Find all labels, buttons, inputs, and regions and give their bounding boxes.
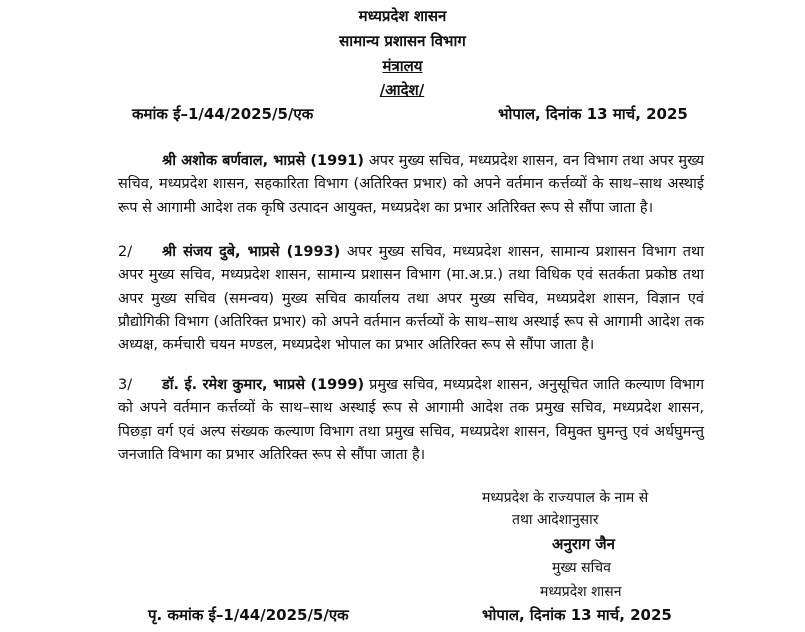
officer-name: श्री संजय दुबे, भाप्रसे (1993) — [162, 244, 341, 260]
endorsement-number: पृ. कमांक ई–1/44/2025/5/एक — [148, 606, 349, 624]
order-number: कमांक ई–1/44/2025/5/एक — [132, 105, 314, 123]
signature-line-1: मध्यप्रदेश के राज्यपाल के नाम से — [482, 490, 649, 506]
paragraph-text: प्रमुख सचिव, मध्यप्रदेश शासन, अनुसूचित जाति कल्याण विभाग को अपने वर्तमान कर्त्तव्यों के साथ–साथ अस्थाई रूप से आगामी आदेश तक प्रमुख सचिव, मध्यप्रदेश शासन, पिछड़ा वर्ग एवं अल्प संख्यक कल्याण विभाग तथा प्रमुख सचिव, मध्यप्रदेश शासन, विमुक्त घुमन्तु एवं अर्धघुमन्तु जनजाति विभाग का प्रभार अतिरिक्त रूप से सौंपा जाता है। — [118, 377, 704, 463]
paragraph-index: 3/ — [118, 377, 133, 393]
signatory-office: मध्यप्रदेश शासन — [540, 584, 622, 600]
paragraph-2 — [118, 241, 704, 357]
paragraph-text: अपर मुख्य सचिव, मध्यप्रदेश शासन, सामान्य प्रशासन विभाग तथा अपर मुख्य सचिव, मध्यप्रदेश शासन, सामान्य प्रशासन विभाग (मा.अ.प्र.) तथा विधिक एवं सतर्कता प्रकोष्ठ तथा अपर मुख्य सचिव (समन्वय) मुख्य सचिव कार्यालय तथा अपर मुख्य सचिव, मध्यप्रदेश शासन, विज्ञान एवं प्रौद्योगिकी विभाग (अतिरिक्त प्रभार) को अपने वर्तमान कर्त्तव्यों के साथ–साथ अस्थाई रूप से आगामी आदेश तक अध्यक्ष, कर्मचारी चयन मण्डल, मध्यप्रदेश भोपाल का प्रभार अतिरिक्त रूप से सौंपा जाता है। — [118, 244, 704, 354]
order-heading: /आदेश/ — [379, 81, 425, 99]
officer-name: श्री अशोक बर्णवाल, भाप्रसे (1991) — [162, 153, 365, 169]
govt-title: मध्यप्रदेश शासन — [358, 7, 447, 25]
signatory-designation: मुख्य सचिव — [552, 560, 611, 576]
signature-line-2: तथा आदेशानुसार — [512, 512, 599, 528]
paragraph-3 — [118, 374, 704, 467]
order-place-date: भोपाल, दिनांक 13 मार्च, 2025 — [498, 105, 688, 123]
officer-name: डॉ. ई. रमेश कुमार, भाप्रसे (1999) — [162, 377, 365, 393]
department-title: सामान्य प्रशासन विभाग — [339, 32, 466, 50]
endorsement-place-date: भोपाल, दिनांक 13 मार्च, 2025 — [482, 606, 672, 624]
paragraph-1 — [118, 150, 704, 220]
signatory-name: अनुराग जैन — [552, 535, 615, 553]
paragraph-index: 2/ — [118, 244, 133, 260]
ministry-title: मंत्रालय — [382, 57, 423, 75]
paragraph-text: अपर मुख्य सचिव, मध्यप्रदेश शासन, वन विभाग तथा अपर मुख्य सचिव, मध्यप्रदेश शासन, सहकारिता विभाग (अतिरिक्त प्रभार) को अपने वर्तमान कर्त्तव्यों के साथ–साथ अस्थाई रूप से आगामी आदेश तक कृषि उत्पादन आयुक्त, मध्यप्रदेश का प्रभार अतिरिक्त रूप से सौंपा जाता है। — [118, 153, 704, 216]
